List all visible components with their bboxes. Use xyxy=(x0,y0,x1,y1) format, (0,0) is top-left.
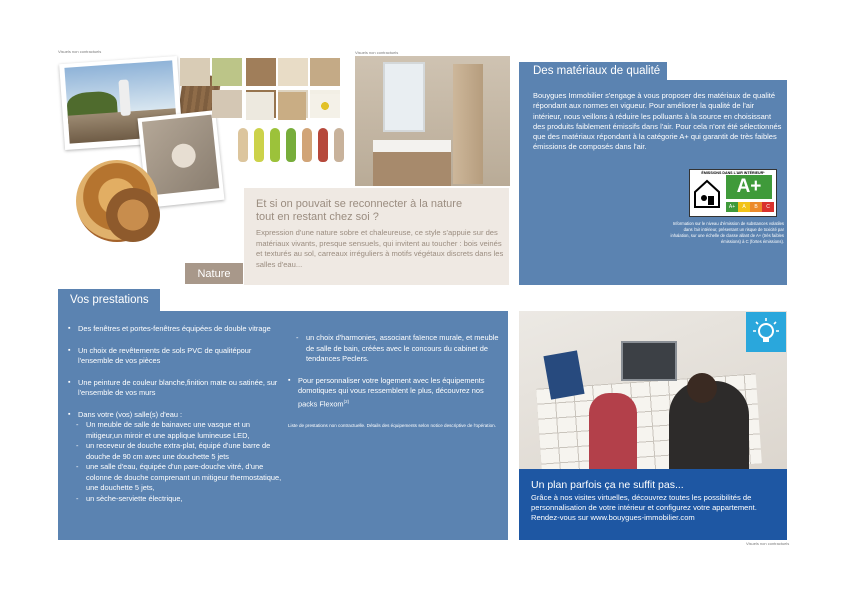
sub-list-item: - Un meuble de salle de bainavec une vasque et un mitigeur,un miroir et une applique lumineuse LED, xyxy=(68,420,288,441)
bathroom-photo xyxy=(355,56,510,186)
material-swatch xyxy=(278,92,306,120)
list-item: ▪ Une peinture de couleur blanche,finition mate ou satinée, sur l'ensemble de vos murs xyxy=(68,378,288,399)
material-swatch xyxy=(246,92,274,120)
paint-sample xyxy=(254,128,264,162)
air-emission-label xyxy=(689,169,777,217)
scale-a-plus: A+ xyxy=(726,202,738,212)
flower-swatch xyxy=(310,94,340,118)
bathroom-sublist xyxy=(68,420,288,504)
air-emission-label-header: ÉMISSIONS DANS L'AIR INTÉRIEUR* xyxy=(701,171,765,175)
wooden-bowl-small xyxy=(106,188,160,242)
air-emission-scale xyxy=(726,202,774,212)
virtual-visit-title: Un plan parfois ça ne suffit pas... xyxy=(531,479,684,491)
list-item xyxy=(288,376,503,410)
material-swatch xyxy=(310,58,340,86)
virtual-visit-body: Grâce à nos visites virtuelles, découvrez toutes les possibilités de personnalisation de votre intérieur et configurez votre appartement. Rendez-vous sur www.bouygues-immobilier.com xyxy=(531,493,757,523)
list-item: ▪ Des fenêtres et portes-fenêtres équipées de double vitrage xyxy=(68,324,288,335)
house-icon xyxy=(693,178,721,208)
nature-text-card xyxy=(244,188,509,285)
nature-title-line1: Et si on pouvait se reconnecter à la nature xyxy=(256,198,463,210)
visual-disclaimer-top-left: Visuels non contractuels xyxy=(58,49,102,54)
material-swatch xyxy=(278,58,308,86)
person-right-head xyxy=(687,373,717,403)
people-planning-photo xyxy=(519,311,787,469)
materials-panel xyxy=(519,80,787,285)
nature-body-text: Expression d'une nature sobre et chaleureuse, ce style s'appuie sur des matériaux vivants, presque sensuels, qui invitent au toucher : bois veinés et texturés au sol, carreaux irréguliers à motifs végétaux discrets dans les salles d'eau... xyxy=(256,228,504,269)
material-swatch xyxy=(180,58,210,86)
sub-list-item: - une salle d'eau, équipée d'un pare-douche vitré, d'une colonne de douche comprenant un mitigeur thermostatique, une douchette 5 jets, xyxy=(68,462,288,494)
scale-b: B xyxy=(750,202,762,212)
material-swatch xyxy=(212,90,242,118)
material-swatch xyxy=(246,58,276,86)
visual-disclaimer-top-mid: Visuels non contractuels xyxy=(355,50,399,55)
paint-sample xyxy=(238,128,248,162)
scale-a: A xyxy=(738,202,750,212)
sub-list-item: - un choix d'harmonies, associant faïence murale, et meuble de salle de bain, créées avec le concours du cabinet de tendances Peclers. xyxy=(288,333,503,365)
materials-body-text: Bouygues Immobilier s'engage à vous proposer des matériaux de qualité répondant aux normes en vigueur. Pour améliorer la qualité de l'air intérieur, nous veillons à réduire les polluants à la source en choisissant des produits faiblement émissifs dans l'air. Pour cela n'ont été sélectionnés que des matériaux répondant à la catégorie A+ qui garantit de très faibles émissions de composés dans l'air. xyxy=(533,91,782,152)
list-item xyxy=(68,410,288,505)
bathroom-basin xyxy=(373,140,451,152)
paint-sample xyxy=(334,128,344,162)
air-emission-note: Information sur le niveau d'émission de substances volatiles dans l'air intérieur, présentant un risque de toxicité par inhalation, sur une échelle de classe allant de A+ (très faibles émissions) à C (fortes émissions). xyxy=(670,221,784,244)
bathroom-heading: Dans votre (vos) salle(s) d'eau : xyxy=(78,409,183,419)
flexom-footnote-ref: (2) xyxy=(343,398,350,404)
paint-sample xyxy=(270,128,280,162)
material-swatch xyxy=(212,58,242,86)
materials-title: Des matériaux de qualité xyxy=(519,58,667,80)
bathroom-vanity xyxy=(373,152,451,186)
air-emission-grade: A+ xyxy=(726,175,772,199)
nature-style-label: Nature xyxy=(185,263,243,284)
paint-sample xyxy=(318,128,328,162)
sub-list-item: - un receveur de douche extra-plat, équipé d'une barre de douche de 90 cm avec une douchette 5 jets xyxy=(68,441,288,462)
sub-list-item: - un sèche-serviette électrique, xyxy=(68,494,288,505)
laptop xyxy=(621,341,677,381)
flexom-text: Pour personnaliser votre logement avec les équipements domotiques qui vous ressemblent le plus, découvrez nos packs Flexom xyxy=(298,375,485,408)
lightbulb-icon-badge xyxy=(746,312,786,352)
scale-c: C xyxy=(762,202,774,212)
paint-sample xyxy=(302,128,312,162)
nature-title-line2: tout en restant chez soi ? xyxy=(256,211,379,223)
list-item: ▪ Un choix de revêtements de sols PVC de qualitépour l'ensemble de vos pièces xyxy=(68,346,288,367)
services-list-col1 xyxy=(68,324,288,504)
bathroom-mirror xyxy=(383,62,425,132)
services-title: Vos prestations xyxy=(58,289,160,311)
visual-disclaimer-bottom-right: Visuels non contractuels xyxy=(746,541,790,546)
paint-sample xyxy=(286,128,296,162)
services-footnote: Liste de prestations non contractuelle. Détails des équipements selon notice descriptive de l'opération. xyxy=(288,423,496,429)
person-left xyxy=(589,393,637,469)
virtual-visit-panel xyxy=(519,469,787,540)
services-list-col2 xyxy=(288,376,503,410)
services-sublist-col2 xyxy=(288,333,503,365)
bathroom-column-cabinet xyxy=(453,64,483,184)
notebook xyxy=(543,350,584,399)
lightbulb-icon xyxy=(746,312,786,352)
services-panel xyxy=(58,311,508,540)
